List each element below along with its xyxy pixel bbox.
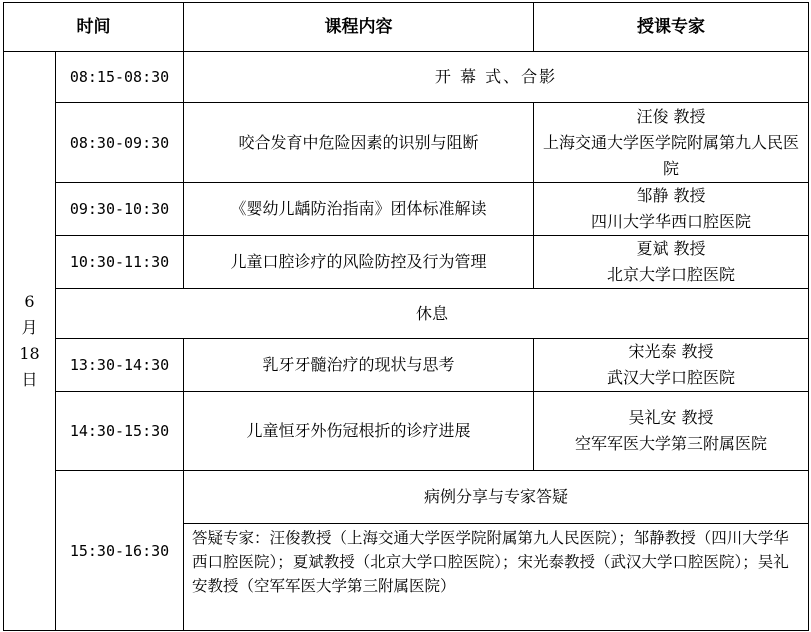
table-row: [4, 183, 809, 236]
date-day-char: 日: [21, 370, 38, 389]
date-day-num: 18: [19, 344, 40, 363]
time-cell: 13:30-14:30: [56, 339, 184, 392]
expert-cell: [534, 183, 809, 236]
time-cell: 08:15-08:30: [56, 52, 184, 103]
time-cell: 14:30-15:30: [56, 392, 184, 471]
expert-cell: [534, 339, 809, 392]
time-cell: 10:30-11:30: [56, 236, 184, 289]
opening-ceremony: 开 幕 式、合影: [184, 52, 809, 103]
qa-title: 病例分享与专家答疑: [184, 471, 808, 524]
schedule-table: [3, 2, 809, 631]
table-row: [4, 289, 809, 339]
expert-cell: [534, 236, 809, 289]
expert-name: 宋光泰 教授: [628, 342, 714, 361]
time-cell: 08:30-09:30: [56, 103, 184, 183]
table-row: [4, 52, 809, 103]
expert-institution: 四川大学华西口腔医院: [590, 212, 751, 231]
table-row: [4, 103, 809, 183]
expert-name: 邹静 教授: [636, 186, 706, 205]
header-expert: 授课专家: [534, 3, 809, 52]
content-cell: 儿童恒牙外伤冠根折的诊疗进展: [184, 392, 534, 471]
qa-experts-text: 答疑专家：汪俊教授（上海交通大学医学院附属第九人民医院）；邹静教授（四川大学华西口腔医院）；夏斌教授（北京大学口腔医院）；宋光泰教授（武汉大学口腔医院）；吴礼安教授（空军军医大学第三附属医院）: [192, 529, 789, 595]
header-row: [4, 3, 809, 52]
expert-name: 汪俊 教授: [636, 106, 706, 126]
content-cell: 《婴幼儿龋防治指南》团体标准解读: [184, 183, 534, 236]
expert-cell: [534, 392, 809, 471]
expert-name: 吴礼安 教授: [628, 408, 714, 427]
content-cell: 儿童口腔诊疗的风险防控及行为管理: [184, 236, 534, 289]
break-cell: 休息: [56, 289, 809, 339]
date-cell: [4, 52, 56, 631]
header-time: 时间: [4, 3, 184, 52]
expert-institution: 武汉大学口腔医院: [606, 368, 735, 387]
table-row: [4, 339, 809, 392]
date-month-char: 月: [21, 318, 38, 337]
expert-institution: 空军军医大学第三附属医院: [574, 434, 767, 453]
content-cell: 咬合发育中危险因素的识别与阻断: [184, 103, 534, 183]
expert-institution: 上海交通大学医学院附属第九人民医院: [542, 132, 799, 178]
date-month-num: 6: [24, 292, 35, 311]
table-row: [4, 392, 809, 471]
table-row: [4, 236, 809, 289]
content-cell: 乳牙牙髓治疗的现状与思考: [184, 339, 534, 392]
time-cell: 09:30-10:30: [56, 183, 184, 236]
time-cell: 15:30-16:30: [56, 471, 184, 631]
expert-name: 夏斌 教授: [636, 239, 706, 258]
table-row: [4, 471, 809, 631]
qa-cell: [184, 471, 809, 631]
expert-cell: [534, 103, 809, 183]
expert-institution: 北京大学口腔医院: [606, 265, 735, 284]
header-content: 课程内容: [184, 3, 534, 52]
